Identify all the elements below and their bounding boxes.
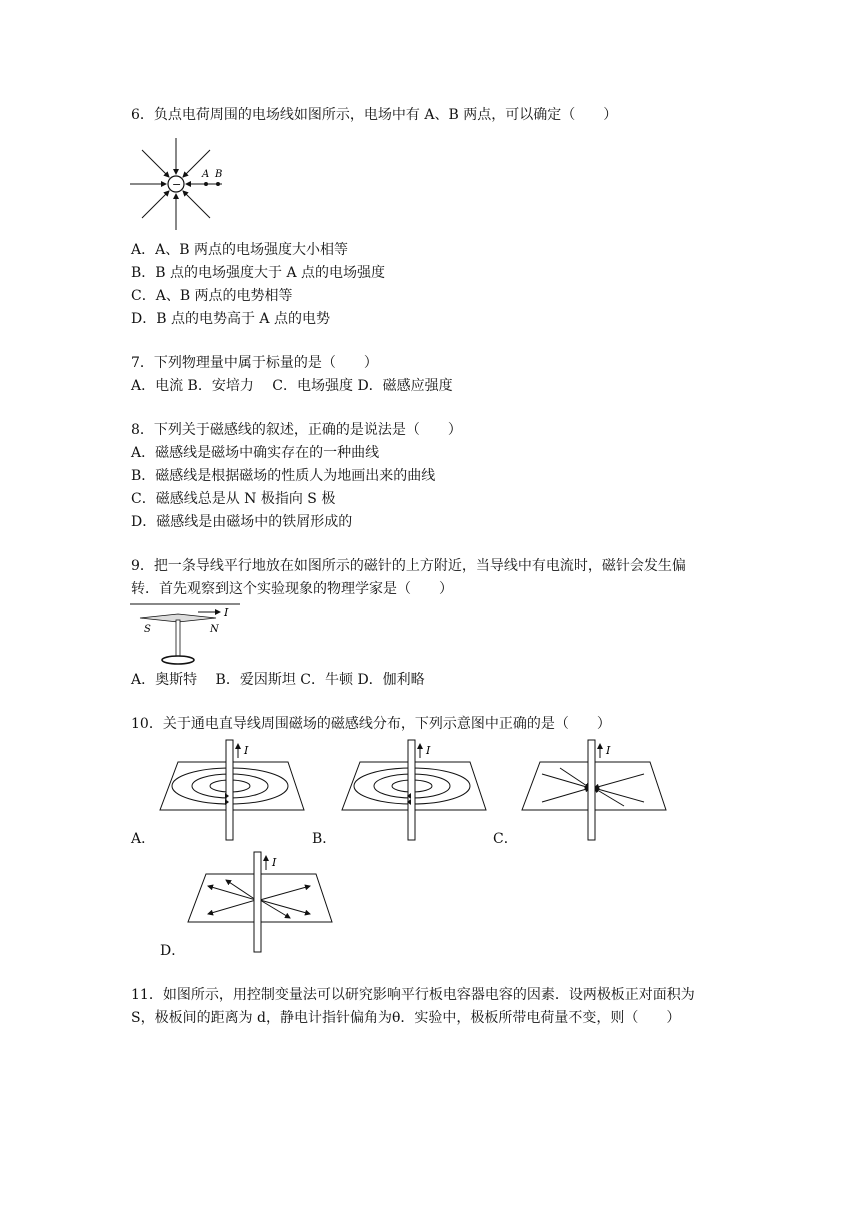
q10-option-c-label: C． [493, 831, 518, 847]
q10-option-b-label: B． [312, 831, 337, 847]
q9-stem-line2: 转．首先观察到这个实验现象的物理学家是（ ） [131, 581, 453, 597]
q7-options: A．电流 B．安培力 C．电场强度 D．磁感应强度 [131, 378, 453, 394]
q9-stem-line1: 9．把一条导线平行地放在如图所示的磁针的上方附近，当导线中有电流时，磁针会发生偏 [131, 558, 686, 574]
q6-stem: 6．负点电荷周围的电场线如图所示，电场中有 A、B 两点，可以确定（ ） [131, 107, 618, 123]
q6-option-d: D．B 点的电势高于 A 点的电势 [131, 311, 330, 327]
q10-b-current-label: I [426, 744, 431, 757]
q8-option-a: A．磁感线是磁场中确实存在的一种曲线 [131, 445, 380, 461]
q7-stem: 7．下列物理量中属于标量的是（ ） [131, 355, 378, 371]
q8-option-d: D．磁感线是由磁场中的铁屑形成的 [131, 514, 353, 530]
q10-d-current-label: I [272, 856, 277, 869]
q10-option-d-label: D． [160, 943, 186, 959]
q10-figure-c [520, 738, 670, 844]
q8-option-b: B．磁感线是根据磁场的性质人为地画出来的曲线 [131, 468, 436, 484]
q9-pole-n: N [210, 624, 219, 635]
q8-option-c: C．磁感线总是从 N 极指向 S 极 [131, 491, 336, 507]
q6-option-b: B．B 点的电场强度大于 A 点的电场强度 [131, 265, 386, 281]
q10-a-current-label: I [244, 744, 249, 757]
q6-field-line-figure [128, 136, 228, 232]
q9-compass-figure [128, 600, 244, 668]
q9-options: A．奥斯特 B．爱因斯坦 C．牛顿 D．伽利略 [131, 672, 425, 688]
q10-c-current-label: I [606, 744, 611, 757]
q10-option-a-label: A． [131, 831, 156, 847]
q10-figure-d [186, 850, 336, 956]
q10-stem: 10．关于通电直导线周围磁场的磁感线分布，下列示意图中正确的是（ ） [131, 716, 611, 732]
q6-option-a: A．A、B 两点的电场强度大小相等 [131, 242, 348, 258]
q6-point-a: A [202, 169, 210, 180]
q6-point-b: B [215, 169, 223, 180]
q6-charge-sign: − [172, 178, 182, 191]
q11-stem-line2: S，极板间的距离为 d，静电计指针偏角为θ．实验中，极板所带电荷量不变，则（ ） [131, 1010, 681, 1026]
q9-pole-s: S [144, 624, 151, 635]
q6-option-c: C．A、B 两点的电势相等 [131, 288, 293, 304]
q10-figure-b [340, 738, 490, 844]
q11-stem-line1: 11．如图所示，用控制变量法可以研究影响平行板电容器电容的因素．设两极板正对面积为 [131, 987, 695, 1003]
q9-current-label: I [224, 606, 229, 619]
q10-figure-a [158, 738, 308, 844]
q8-stem: 8．下列关于磁感线的叙述，正确的是说法是（ ） [131, 422, 462, 438]
